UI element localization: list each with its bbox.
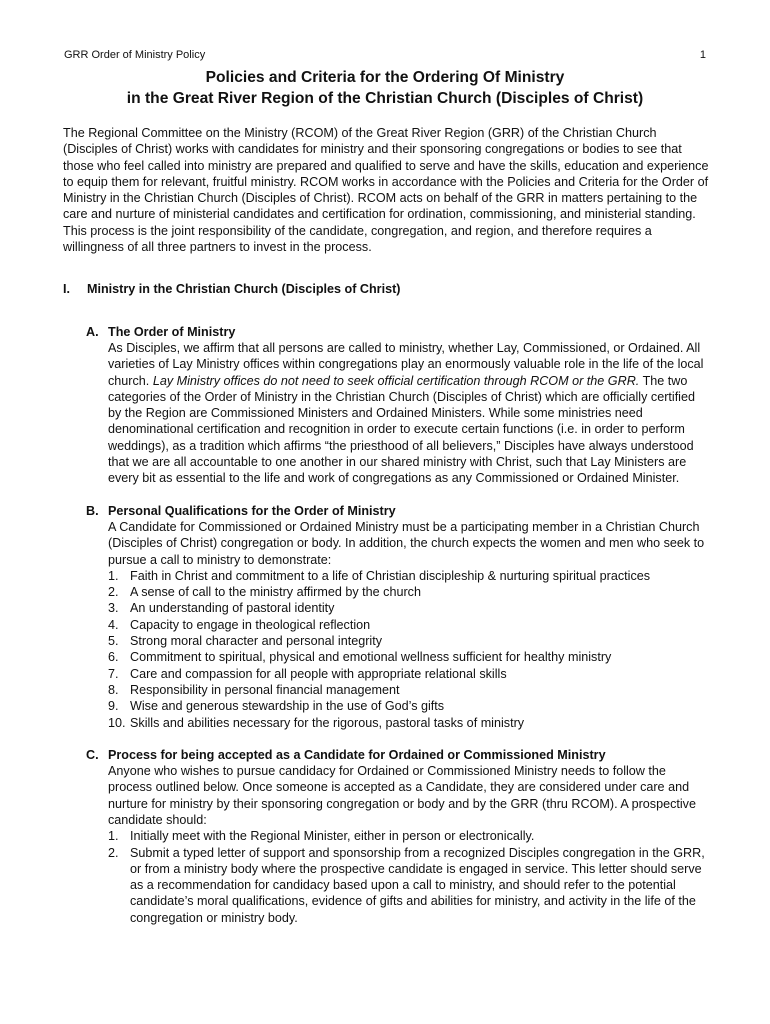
subsection-a-paragraph [108,340,711,487]
list-item: 1. Initially meet with the Regional Minister, either in person or electronically. [108,829,535,844]
subsection-b-paragraph: A Candidate for Commissioned or Ordained Ministry must be a participating member in a Christian Church (Disciples of Christ) congregation or body. In addition, the church expects the women and men who seek to pursue a call to ministry to demonstrate: [108,519,705,567]
list-item: 8. Responsibility in personal financial management [108,682,400,697]
list-item: 2. Submit a typed letter of support and sponsorship from a recognized Disciples congregation in the GRR, or from a ministry body where the prospective candidate is engaged in service. This letter should serve as a recommendation for candidacy based upon a call to ministry, and should refer to the potential candidate’s moral qualifications, evidence of gifts and abilities for ministry, and activity in the life of the congregation or ministry body. [108,845,705,925]
list-item: 5. Strong moral character and personal integrity [108,634,383,649]
section-heading [63,281,711,297]
running-title: GRR Order of Ministry Policy [64,49,206,61]
subsection-a-title: The Order of Ministry [108,324,236,339]
subsection-a-text-2: The two categories of the Order of Ministry in the Christian Church (Disciples of Christ) which are officially certified by the Region are Commissioned Ministers and Ordained Ministers. While some ministries need denominational certification and recognition in order to execute certain functions (i.e. in order to perform weddings), as a tradition which affirms “the priesthood of all believers,” Disciples have always understood that we are all accountable to one another in our shared ministry with Christ, such that Lay Ministers are every bit as essential to the life and work of congregations as any Commissioned or Ordained Minister. [108,373,695,486]
subsection-a [63,324,711,487]
list-item: 10. Skills and abilities necessary for the rigorous, pastoral tasks of ministry [108,715,525,730]
list-item: 3. An understanding of pastoral identity [108,601,335,616]
subsection-a-letter: A. [86,324,99,339]
list-item: 1. Faith in Christ and commitment to a life of Christian discipleship & nurturing spiritual practices [108,568,651,583]
list-item: 4. Capacity to engage in theological reflection [108,617,371,632]
subsection-a-text-1: As Disciples, we affirm that all persons are called to ministry, whether Lay, Commissioned, or Ordained. All varieties of Lay Ministry offices within congregations play an enormously valuable role in the life of the local church. [108,340,704,388]
page-number: 1 [699,49,706,61]
intro-paragraph: The Regional Committee on the Ministry (RCOM) of the Great River Region (GRR) of the Christian Church (Disciples of Christ) works with candidates for ministry and their sponsoring congregations or bodies to see that those who feel called into ministry are prepared and qualified to serve and have the skills, education and experience to equip them for relevant, fruitful ministry. RCOM works in accordance with the Policies and Criteria for the Order of Ministry in the Christian Church (Disciples of Christ). RCOM acts on behalf of the GRR in matters pertaining to the care and nurture of ministerial candidates and certification for ordination, commissioning, and ministerial standing. This process is the joint responsibility of the candidate, congregation, and region, and therefore requires a willingness of all three partners to invest in the process. [63,126,709,255]
subsection-b-letter: B. [86,503,99,518]
running-header [64,48,706,62]
subsection-c-title: Process for being accepted as a Candidate for Ordained or Commissioned Ministry [108,747,606,762]
subsection-c-letter: C. [86,747,99,762]
document-body [63,125,711,942]
list-item: 6. Commitment to spiritual, physical and emotional wellness sufficient for healthy ministry [108,650,612,665]
section-title: Ministry in the Christian Church (Disciples of Christ) [87,282,401,297]
document-title [40,67,730,109]
title-line-1: Policies and Criteria for the Ordering Of Ministry [205,69,565,86]
title-line-2: in the Great River Region of the Christian Church (Disciples of Christ) [126,90,644,107]
list-item: 2. A sense of call to the ministry affirmed by the church [108,585,421,600]
list-item: 9. Wise and generous stewardship in the use of God’s gifts [108,699,445,714]
subsection-c-paragraph: Anyone who wishes to pursue candidacy for Ordained or Commissioned Ministry needs to follow the process outlined below. Once someone is accepted as a Candidate, they are considered under care and nurture for ministry by their sponsoring congregation or body and by the GRR (thru RCOM). A prospective candidate should: [108,764,696,827]
subsection-b [63,503,711,731]
subsection-b-heading [86,503,711,519]
subsection-a-italic-note: Lay Ministry offices do not need to seek official certification through RCOM or the GRR. [152,373,640,388]
process-steps-list [108,828,711,926]
qualifications-list [108,568,711,731]
subsection-c-heading [86,747,711,763]
subsection-b-title: Personal Qualifications for the Order of Ministry [108,503,396,518]
subsection-a-heading [86,324,711,340]
list-item: 7. Care and compassion for all people with appropriate relational skills [108,666,507,681]
section-number: I. [63,282,70,297]
subsection-c [63,747,711,926]
